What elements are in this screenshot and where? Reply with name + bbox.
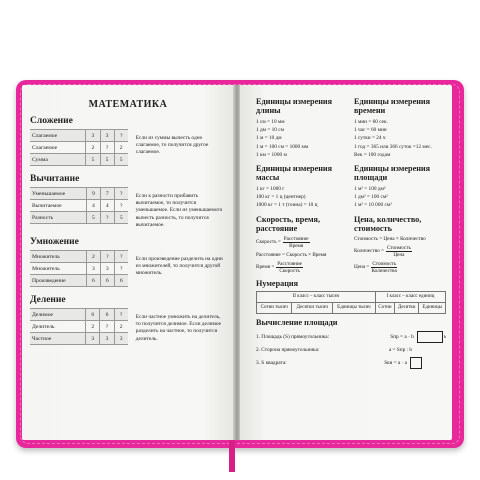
formula [354,245,446,258]
list-item: 1 м² = 100 дм² [354,186,386,193]
row-label: Слагаемое [30,142,86,154]
section-multiplication [30,237,226,287]
table-row [30,200,128,212]
cell: 6 [86,309,100,321]
numerator: Стоимость [386,244,411,251]
cell: 4 [86,200,100,212]
class-header: II класс – класс тысяч [257,291,376,302]
item-formula: a = Sпр : b [388,346,412,353]
section-subtraction [30,174,226,229]
table-row [257,302,446,313]
cell: 3 [100,130,114,142]
cell: 5 [86,154,100,166]
operation-table [30,308,128,345]
section-title: Скорость, время, расстояние [256,214,321,233]
cell: ? [114,309,128,321]
cell: 2 [86,251,100,263]
list-item: 1 м = 100 см = 1000 мм [256,143,309,150]
cell: 2 [114,321,128,333]
cell: Единицы тысяч [332,302,375,313]
list-item: 1 час = 60 мин [354,127,387,134]
formula-left: Количество = [354,248,384,255]
cell: 5 [100,154,114,166]
cell: Сотни тысяч [257,302,292,313]
table-row [30,130,128,142]
cell: 2 [86,142,100,154]
cell: 2 [86,321,100,333]
formula-left: Время = [256,264,275,271]
row-label: Множитель [30,251,86,263]
list-item: 1 м = 10 дм [256,135,282,142]
numbering-section [256,279,446,314]
row-label: Делитель [30,321,86,333]
section-title: Вычисление площади [256,317,338,327]
cell: Единицы [419,302,446,313]
cell: ? [100,251,114,263]
cell: 6 [86,275,100,287]
table-row [30,251,128,263]
section-title: Вычитание [30,174,80,184]
cell: 7 [100,188,114,200]
list-item: 1 сутки = 24 ч [354,135,386,142]
table-row [30,142,128,154]
row-label: Сумма [30,154,86,166]
numerator: Расстояние [277,260,302,267]
section-division [30,295,226,345]
list-item: 1 год = 365 или 366 суток =12 мес. [354,143,432,150]
section-title: Деление [30,295,66,306]
table-row [30,333,128,345]
formula: Стоимость = Цена × Количество [354,235,426,242]
section-title: Единицы измерения длины [256,97,333,115]
cell: 3 [114,333,128,345]
rule-note: Если частное умножить на делитель, то получится делимое. Если делимое разделить на частное, то получится делитель. [135,314,222,342]
row-label: Слагаемое [30,130,86,142]
cell: ? [114,188,128,200]
list-item: 1 мин = 60 сек. [354,119,388,125]
cell: 5 [114,212,128,224]
left-page [22,85,234,440]
list-item: 1 м² = 10 000 см² [354,202,392,209]
section-title: Нумерация [256,278,299,288]
cell: Десятки [395,302,419,313]
mass-units [256,162,348,210]
cell: ? [100,321,114,333]
row-label: Делимое [30,309,86,321]
operation-table [30,129,128,166]
section-addition [30,116,226,166]
formula [256,236,348,249]
row-label: Уменьшаемое [30,188,86,200]
formula-left: Цена = [354,264,370,271]
page-title: МАТЕМАТИКА [88,99,168,110]
list-item: 100 кг = 1 ц (центнер) [256,194,306,201]
denominator: Время [289,242,304,249]
length-units [256,95,348,159]
cell: 6 [114,275,127,287]
section-title: Единицы измерения площади [354,164,431,183]
table-row [30,212,128,224]
numerator: Стоимость [372,260,397,267]
item-formula: Sпр = a · b [390,333,414,340]
table-row [257,291,446,302]
cell: Десятки тысяч [292,302,333,313]
rule-note: Если к разности прибавить вычитаемое, то получится уменьшаемое. Если из уменьшаемого вычесть разность, то получится вычитаемое. [135,193,223,228]
table-row [30,275,128,287]
item-label: 3. S квадрата: [256,359,287,366]
row-label: Множитель [30,263,86,275]
item-label: 1. Площадь (S) прямоугольника: [256,333,330,340]
right-page [240,85,452,440]
price-formulas [354,213,446,277]
table-row [30,309,128,321]
list-item [256,331,446,343]
operation-table [30,187,128,224]
section-title: Умножение [30,237,79,248]
table-row [30,321,128,333]
cell: 6 [100,275,114,287]
cell: 4 [100,200,114,212]
cell: 6 [100,309,114,321]
formula: Расстояние = Скорость × Время [256,251,327,258]
section-title: Сложение [30,116,73,126]
list-item [256,357,446,369]
table-row [30,188,128,200]
list-item: 1 км = 1000 м [256,151,287,158]
cell: ? [114,263,127,275]
time-units [354,95,446,159]
section-title: Единицы измерения времени [354,97,431,115]
numerator: Расстояние [283,235,309,242]
table-row [30,154,128,166]
cell: 5 [114,154,128,166]
cell: 9 [86,188,100,200]
row-label: Вычитаемое [30,200,86,212]
section-title: Цена, количество, стоимость [354,214,422,233]
list-item: 1 см = 10 мм [256,119,285,125]
formula [354,261,446,274]
class-header: I класс – класс единиц [375,291,445,302]
list-item: 1 кг = 1000 г [256,186,285,193]
rule-note: Если произведение разделить на один из множителей, то получится другой множитель. [135,256,223,277]
denominator: Скорость [279,267,300,274]
cell: Сотни [375,302,394,313]
row-label: Частное [30,333,86,345]
cell: 3 [86,333,100,345]
denominator: Цена [393,251,405,258]
row-label: Произведение [30,275,86,287]
speed-formulas [256,213,348,277]
cell: ? [114,130,128,142]
list-item [256,347,446,353]
cell: 3 [86,130,100,142]
square-icon [410,357,422,369]
formula [256,261,348,274]
list-item: 1 дм = 10 см [256,127,284,134]
section-title: Единицы измерения массы [256,164,333,183]
denominator: Количество [371,267,398,274]
rule-note: Если из суммы вычесть одно слагаемое, то получится другое слагаемое. [135,135,209,156]
item-label: 2. Сторона прямоугольника: [256,346,320,353]
cell: 3 [100,333,114,345]
cell: ? [100,212,114,224]
area-calc-section [256,318,446,369]
row-label: Разность [30,212,86,224]
side-label: b [443,334,446,340]
cell: 3 [86,263,100,275]
cell: ? [100,142,114,154]
list-item: 1000 кг = 1 т (тонна) = 10 ц [256,202,318,209]
list-item: Век = 100 годам [354,151,391,158]
cell: 5 [86,212,100,224]
list-item: 1 дм² = 100 см² [354,194,388,201]
rectangle-icon [417,331,443,343]
item-formula: Sкв = a · a [384,359,407,366]
cell: ? [114,200,128,212]
cell: ? [114,251,127,263]
cell: 3 [100,263,114,275]
formula-left: Скорость = [256,239,281,246]
operation-table [30,250,128,287]
cell: 2 [114,142,128,154]
area-units [354,162,446,210]
numbering-table [256,291,446,314]
table-row [30,263,128,275]
